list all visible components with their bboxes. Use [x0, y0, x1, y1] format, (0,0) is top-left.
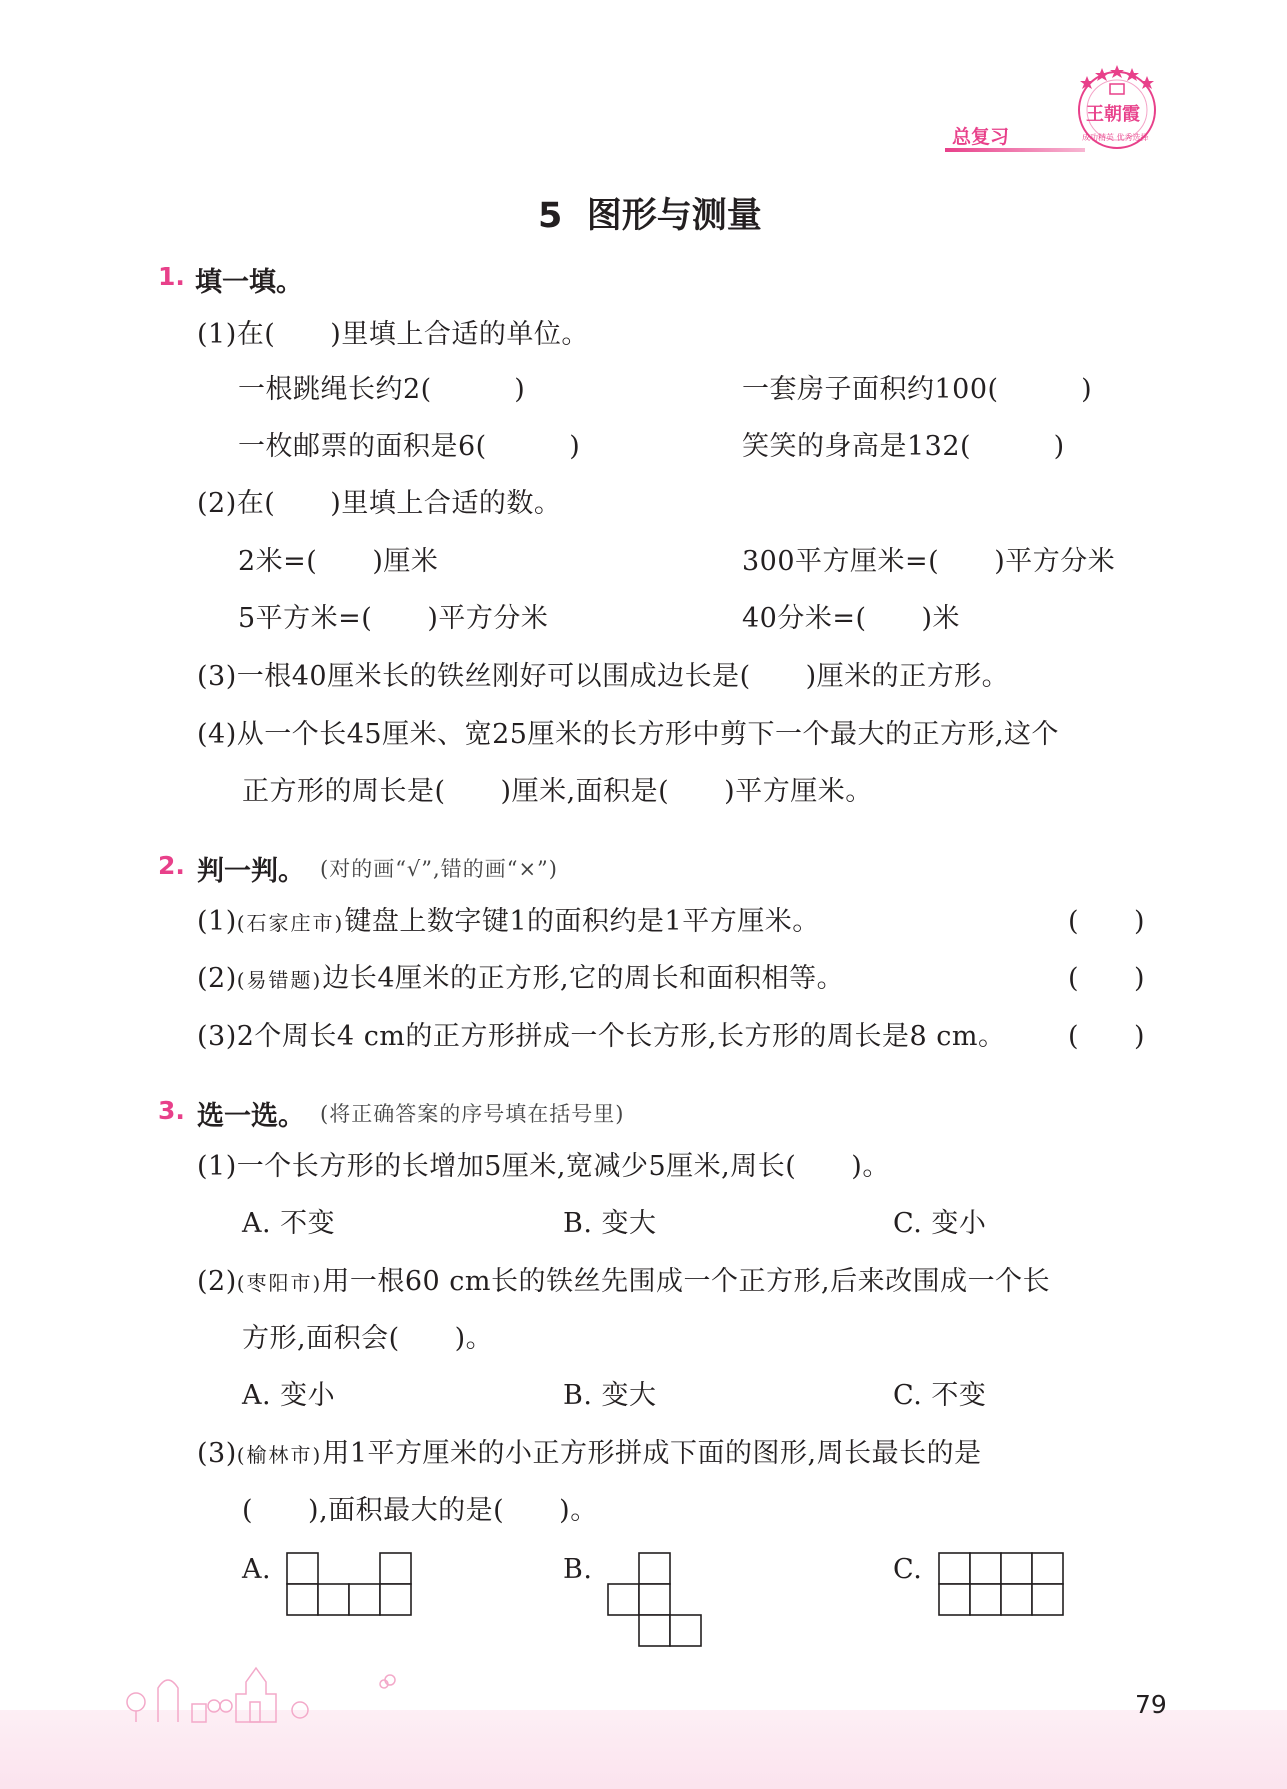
figure-c-cell [1001, 1584, 1032, 1615]
figure-a-cell [287, 1553, 318, 1584]
figure-c-label: C. [893, 1554, 923, 1585]
q2-item-prefix: (2) [197, 963, 237, 994]
q3-sub2-option-b[interactable]: B. 变大 [563, 1380, 657, 1411]
q2-item-1 [197, 905, 820, 940]
q2-item-2-answer[interactable]: ( ) [1068, 963, 1146, 994]
figure-b-cell [639, 1615, 670, 1646]
section-label: 总复习 [952, 126, 1010, 148]
q3-sub3 [197, 1437, 982, 1472]
q1-part1-a: 一根跳绳长约2( ) [238, 374, 526, 405]
figure-c [937, 1551, 1065, 1617]
q1-part1-b: 一套房子面积约100( ) [742, 374, 1093, 405]
q3-sub3-prefix: (3) [197, 1438, 237, 1469]
q2-item-2 [197, 962, 844, 997]
q2-item-tag: (石家庄市) [236, 911, 345, 935]
q1-number: 1. [158, 262, 185, 291]
figure-c-cell [939, 1553, 970, 1584]
figure-b-cell [608, 1584, 639, 1615]
figure-a-cell [380, 1553, 411, 1584]
q3-sub3-line2: ( ),面积最大的是( )。 [242, 1495, 598, 1526]
q3-sub2 [197, 1265, 1050, 1300]
q1-part2-b: 300平方厘米=( )平方分米 [742, 546, 1116, 577]
q1-part2-c: 5平方米=( )平方分米 [238, 603, 549, 634]
q2-hint: (对的画“√”,错的画“×”) [320, 857, 558, 881]
q3-sub1-option-b[interactable]: B. 变大 [563, 1208, 657, 1239]
figure-c-cell [970, 1553, 1001, 1584]
q2-title: 判一判。 [197, 856, 305, 887]
header-underline [945, 148, 1085, 152]
figure-c-cell [970, 1584, 1001, 1615]
figure-b-cell [639, 1584, 670, 1615]
publisher-logo [1072, 62, 1162, 152]
footer-town-illustration [118, 1644, 418, 1724]
q3-sub2-option-a[interactable]: A. 变小 [242, 1380, 336, 1411]
q2-item-3-answer[interactable]: ( ) [1068, 1021, 1146, 1052]
page-title: 5 图形与测量 [538, 196, 762, 236]
q3-sub1-option-a[interactable]: A. 不变 [242, 1208, 336, 1239]
q1-part1-d: 笑笑的身高是132( ) [742, 431, 1065, 462]
q3-sub3-text: 用1平方厘米的小正方形拼成下面的图形,周长最长的是 [322, 1438, 982, 1469]
q1-part4-line2: 正方形的周长是( )厘米,面积是( )平方厘米。 [242, 776, 873, 807]
logo-motto: 成功精英 优秀选择 [1082, 133, 1149, 142]
logo-text: 王朝霞 [1086, 104, 1140, 125]
q3-hint: (将正确答案的序号填在括号里) [320, 1102, 625, 1126]
q1-part2-d: 40分米=( )米 [742, 603, 961, 634]
figure-a-cell [318, 1584, 349, 1615]
q2-item-3 [197, 1020, 1005, 1054]
q2-item-text: 边长4厘米的正方形,它的周长和面积相等。 [322, 963, 845, 994]
figure-c-cell [939, 1584, 970, 1615]
q3-title: 选一选。 [197, 1101, 305, 1132]
q1-part2: (2)在( )里填上合适的数。 [197, 488, 562, 519]
q2-item-prefix: (3) [197, 1021, 237, 1052]
figure-a [285, 1551, 413, 1617]
q3-sub1-option-c[interactable]: C. 变小 [893, 1208, 987, 1239]
figure-a-cell [287, 1584, 318, 1615]
q1-part1-c: 一枚邮票的面积是6( ) [238, 431, 581, 462]
q2-item-1-answer[interactable]: ( ) [1068, 906, 1146, 937]
q3-sub2-prefix: (2) [197, 1266, 237, 1297]
q1-title: 填一填。 [195, 267, 303, 298]
figure-b-cell [639, 1553, 670, 1584]
figure-b [606, 1551, 703, 1648]
figure-a-cell [349, 1584, 380, 1615]
figure-a-label: A. [242, 1554, 272, 1585]
q3-sub2-text: 用一根60 cm长的铁丝先围成一个正方形,后来改围成一个长 [322, 1266, 1051, 1297]
q3-sub2-line2: 方形,面积会( )。 [242, 1323, 494, 1354]
q3-number: 3. [158, 1096, 185, 1125]
figure-a-cell [380, 1584, 411, 1615]
page-number: 79 [1135, 1690, 1167, 1719]
q2-item-prefix: (1) [197, 906, 237, 937]
figure-c-cell [1001, 1553, 1032, 1584]
q2-item-text: 2个周长4 cm的正方形拼成一个长方形,长方形的周长是8 cm。 [236, 1021, 1006, 1052]
figure-c-cell [1032, 1584, 1063, 1615]
q1-part3: (3)一根40厘米长的铁丝刚好可以围成边长是( )厘米的正方形。 [197, 661, 1010, 692]
q2-item-tag: (易错题) [236, 968, 323, 992]
q1-part2-a: 2米=( )厘米 [238, 546, 439, 577]
figure-b-label: B. [563, 1554, 593, 1585]
q2-item-text: 键盘上数字键1的面积约是1平方厘米。 [344, 906, 820, 937]
q3-sub3-tag: (榆林市) [236, 1443, 323, 1467]
figure-b-cell [670, 1615, 701, 1646]
q3-sub2-option-c[interactable]: C. 不变 [893, 1380, 987, 1411]
q3-sub2-tag: (枣阳市) [236, 1271, 323, 1295]
q3-sub1: (1)一个长方形的长增加5厘米,宽减少5厘米,周长( )。 [197, 1151, 890, 1182]
q1-part4-line1: (4)从一个长45厘米、宽25厘米的长方形中剪下一个最大的正方形,这个 [197, 719, 1060, 750]
q1-part1: (1)在( )里填上合适的单位。 [197, 319, 589, 350]
figure-c-cell [1032, 1553, 1063, 1584]
q2-number: 2. [158, 851, 185, 880]
